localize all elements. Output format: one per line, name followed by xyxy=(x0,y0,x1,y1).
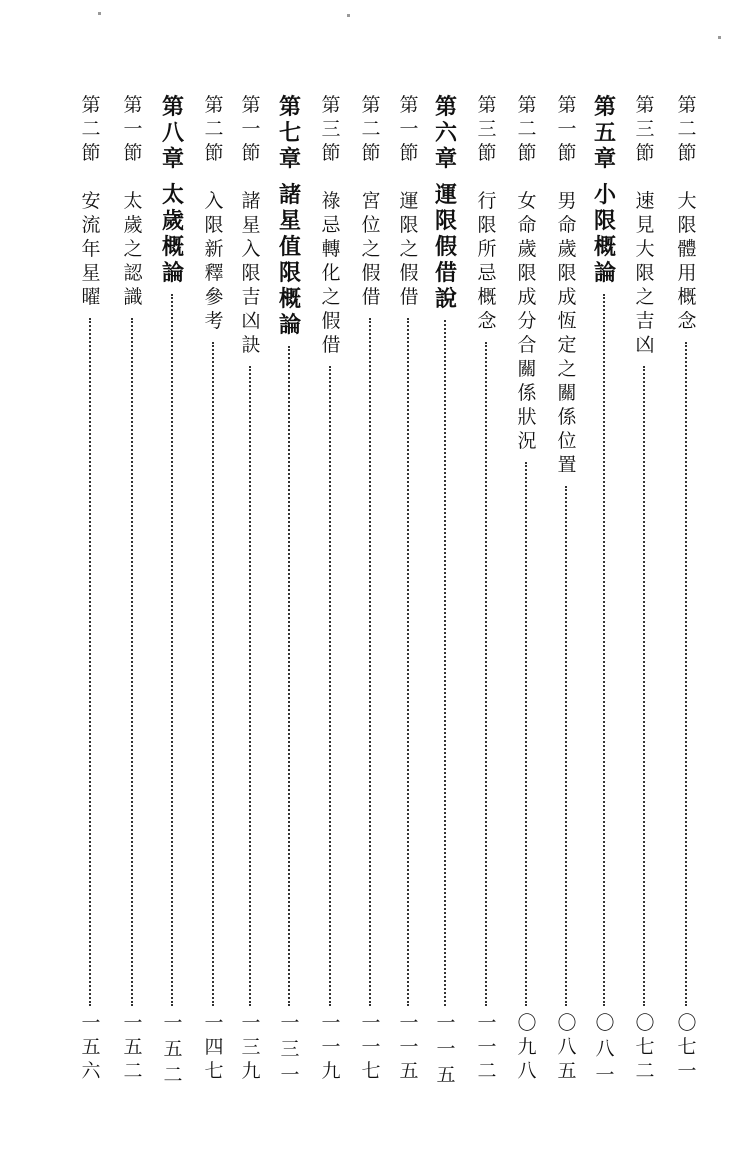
dot-leader xyxy=(525,462,527,1006)
dot-leader xyxy=(643,366,645,1006)
entry-page-number: 一 一 五 xyxy=(399,1012,419,1082)
entry-title: 速 見 大 限 之 吉 凶 xyxy=(635,190,655,356)
entry-label: 第 六 章 xyxy=(434,94,457,172)
toc-chapter-entry xyxy=(158,96,188,1086)
dot-leader xyxy=(329,366,331,1006)
dot-leader xyxy=(685,342,687,1006)
entry-label: 第 二 節 xyxy=(204,94,224,164)
entry-label: 第 一 節 xyxy=(241,94,261,164)
dot-leader xyxy=(565,486,567,1006)
entry-page-number: 一 五 二 xyxy=(123,1012,143,1082)
toc-section-entry xyxy=(118,96,148,1086)
entry-label: 第 五 章 xyxy=(593,94,616,172)
dot-leader xyxy=(288,346,290,1006)
toc-chapter-entry xyxy=(275,96,305,1086)
dot-leader xyxy=(212,342,214,1006)
entry-page-number: 一 一 七 xyxy=(361,1012,381,1082)
dot-leader xyxy=(407,318,409,1006)
toc-section-entry xyxy=(199,96,229,1086)
entry-page-number: 一 一 二 xyxy=(477,1012,497,1082)
toc-section-entry xyxy=(76,96,106,1086)
dot-leader xyxy=(249,366,251,1006)
dot-leader xyxy=(89,318,91,1006)
toc-section-entry xyxy=(394,96,424,1086)
entry-title: 諸 星 入 限 吉 凶 訣 xyxy=(241,190,261,356)
toc-section-entry xyxy=(672,96,702,1086)
entry-page-number: 〇 七 二 xyxy=(635,1012,655,1082)
toc-section-entry xyxy=(236,96,266,1086)
toc-section-entry xyxy=(356,96,386,1086)
entry-label: 第 二 節 xyxy=(517,94,537,164)
toc-section-entry xyxy=(472,96,502,1086)
entry-title: 女 命 歲 限 成 分 合 關 係 狀 況 xyxy=(517,190,537,452)
entry-page-number: 一 三 九 xyxy=(241,1012,261,1082)
entry-title: 男 命 歲 限 成 恆 定 之 關 係 位 置 xyxy=(557,190,577,476)
entry-title: 大 限 體 用 概 念 xyxy=(677,190,697,332)
toc-section-entry xyxy=(552,96,582,1086)
toc-chapter-entry xyxy=(431,96,461,1086)
dot-leader xyxy=(369,318,371,1006)
entry-label: 第 二 節 xyxy=(677,94,697,164)
entry-label: 第 三 節 xyxy=(635,94,655,164)
entry-title: 行 限 所 忌 概 念 xyxy=(477,190,497,332)
toc-section-entry xyxy=(630,96,660,1086)
entry-page-number: 一 四 七 xyxy=(204,1012,224,1082)
entry-label: 第 一 節 xyxy=(399,94,419,164)
entry-label: 第 二 節 xyxy=(81,94,101,164)
entry-page-number: 〇 九 八 xyxy=(517,1012,537,1082)
entry-title: 宮 位 之 假 借 xyxy=(361,190,381,308)
dot-leader xyxy=(603,294,605,1006)
entry-page-number: 〇 八 一 xyxy=(595,1012,615,1086)
entry-page-number: 一 三 一 xyxy=(280,1012,300,1086)
entry-title: 小 限 概 論 xyxy=(593,182,616,286)
entry-page-number: 一 五 六 xyxy=(81,1012,101,1082)
entry-page-number: 〇 八 五 xyxy=(557,1012,577,1082)
entry-label: 第 七 章 xyxy=(278,94,301,172)
entry-title: 運 限 之 假 借 xyxy=(399,190,419,308)
toc-chapter-entry xyxy=(590,96,620,1086)
entry-page-number: 一 五 二 xyxy=(163,1012,183,1086)
dot-leader xyxy=(444,320,446,1006)
entry-title: 太 歲 之 認 識 xyxy=(123,190,143,308)
entry-page-number: 〇 七 一 xyxy=(677,1012,697,1082)
scan-speck xyxy=(98,12,101,15)
entry-title: 諸 星 值 限 概 論 xyxy=(278,182,301,338)
scan-speck xyxy=(347,14,350,17)
entry-title: 入 限 新 釋 參 考 xyxy=(204,190,224,332)
toc-section-entry xyxy=(316,96,346,1086)
entry-title: 太 歲 概 論 xyxy=(161,182,184,286)
dot-leader xyxy=(131,318,133,1006)
entry-label: 第 一 節 xyxy=(123,94,143,164)
entry-page-number: 一 一 五 xyxy=(436,1012,456,1086)
entry-label: 第 一 節 xyxy=(557,94,577,164)
toc-section-entry xyxy=(512,96,542,1086)
entry-page-number: 一 一 九 xyxy=(321,1012,341,1082)
dot-leader xyxy=(485,342,487,1006)
entry-title: 祿 忌 轉 化 之 假 借 xyxy=(321,190,341,356)
scan-speck xyxy=(718,36,721,39)
entry-title: 運 限 假 借 說 xyxy=(434,182,457,312)
entry-label: 第 二 節 xyxy=(361,94,381,164)
entry-label: 第 八 章 xyxy=(161,94,184,172)
entry-title: 安 流 年 星 曜 xyxy=(81,190,101,308)
entry-label: 第 三 節 xyxy=(321,94,341,164)
entry-label: 第 三 節 xyxy=(477,94,497,164)
dot-leader xyxy=(171,294,173,1006)
